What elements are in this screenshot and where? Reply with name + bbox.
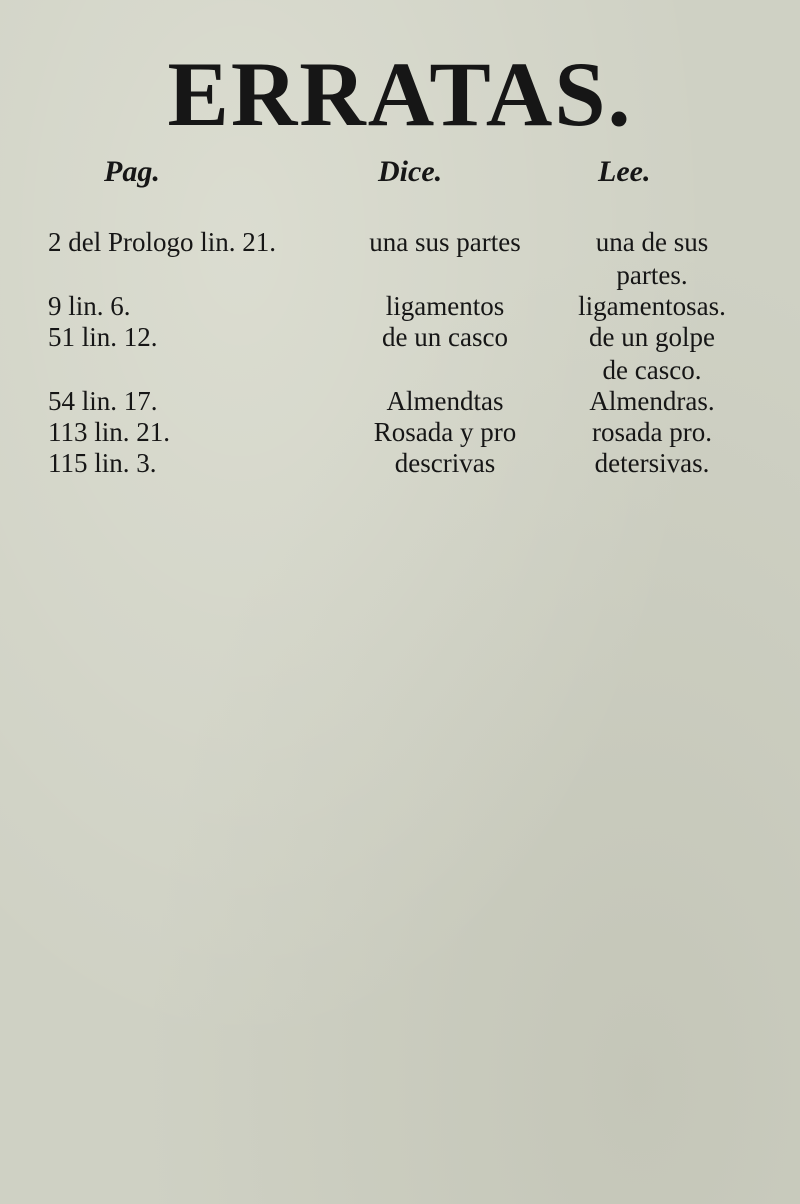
page-reference: 115 lin. 3. [48, 448, 157, 478]
correct-text [512, 385, 792, 418]
errata-row [0, 385, 800, 416]
column-header-pag: Pag. [104, 155, 160, 188]
correct-text [512, 226, 792, 292]
wrong-text: descrivas [394, 448, 496, 478]
page-reference: 54 lin. 17. [48, 386, 158, 416]
correct-text-line: detersivas. [594, 448, 710, 478]
column-header-lee: Lee. [598, 155, 651, 188]
wrong-text: Rosada y pro [373, 417, 517, 447]
correct-text [512, 290, 792, 323]
errata-row [0, 447, 800, 478]
correct-text-line: rosada pro. [592, 417, 712, 447]
errata-row [0, 226, 800, 290]
page-title: ERRATAS. [167, 43, 633, 145]
correct-text-line: ligamentosas. [578, 291, 726, 321]
wrong-text: una sus partes [369, 227, 521, 257]
page-reference: 2 del Prologo lin. 21. [48, 227, 276, 257]
page-reference: 9 lin. 6. [48, 291, 131, 321]
correct-text-line: Almendras. [589, 386, 715, 416]
column-header-dice: Dice. [378, 155, 443, 188]
correct-text-line: una de sus [595, 227, 709, 257]
correct-text-line: de casco. [602, 355, 702, 385]
errata-row [0, 290, 800, 321]
wrong-text: ligamentos [385, 291, 505, 321]
page-reference: 113 lin. 21. [48, 417, 171, 447]
wrong-text: de un casco [382, 322, 508, 352]
page-reference: 51 lin. 12. [48, 322, 158, 352]
correct-text-line: de un golpe [589, 322, 715, 352]
errata-table [0, 226, 800, 478]
correct-text [512, 321, 792, 387]
correct-text [512, 447, 792, 480]
correct-text-line: partes. [616, 260, 688, 290]
errata-row [0, 321, 800, 385]
errata-row [0, 416, 800, 447]
wrong-text: Almendtas [386, 386, 504, 416]
correct-text [512, 416, 792, 449]
